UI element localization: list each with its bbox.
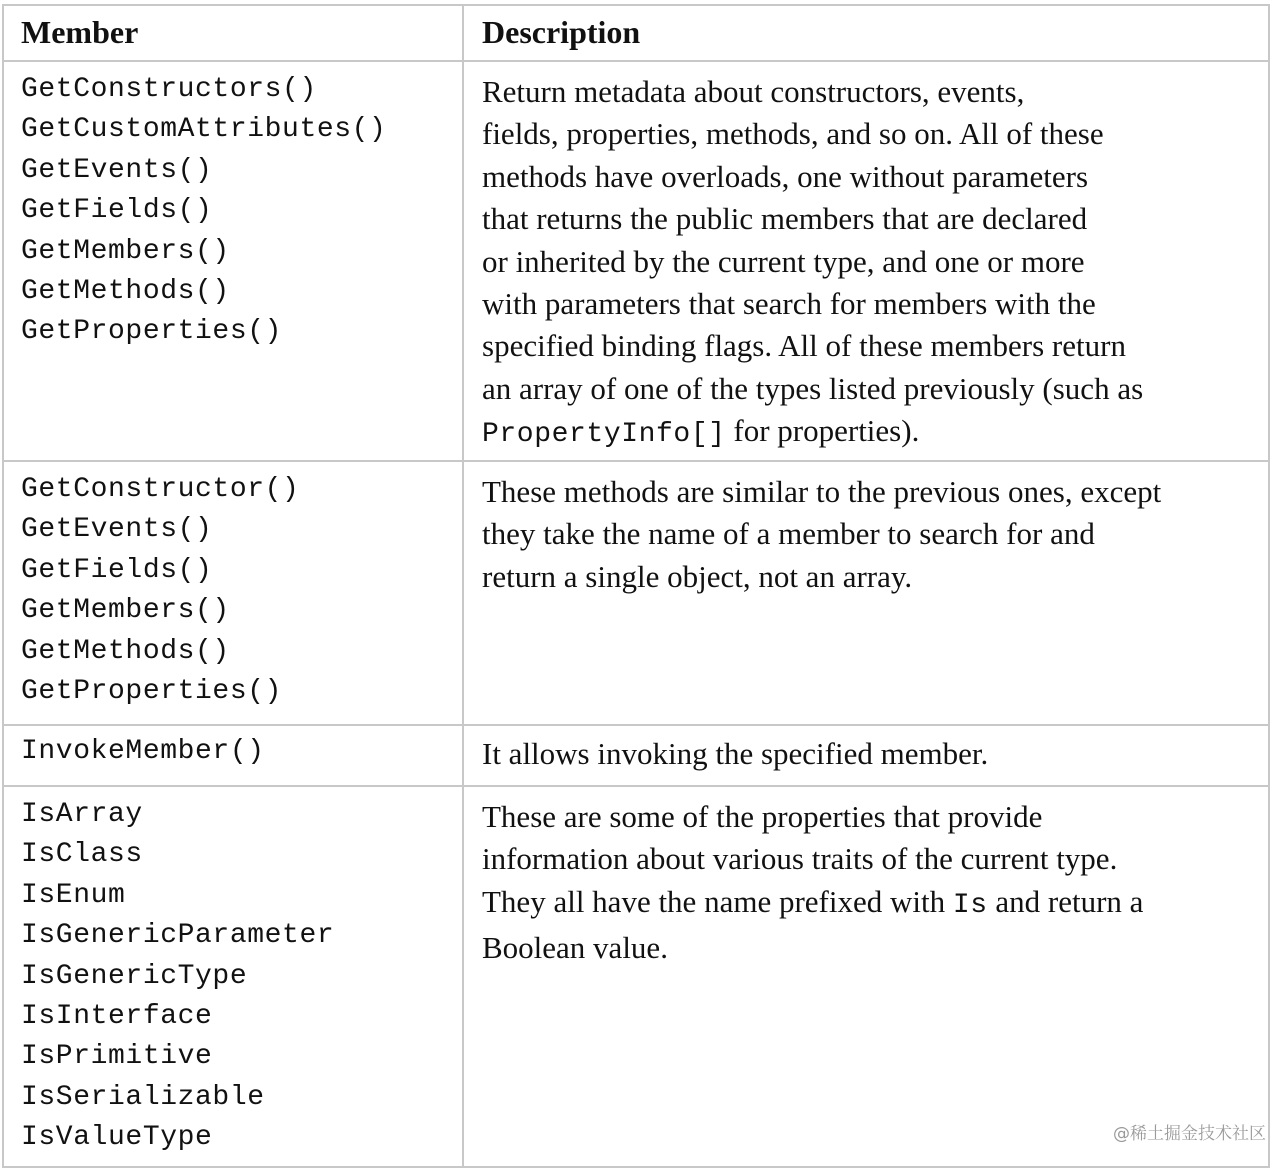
description-line bbox=[482, 241, 1268, 283]
inline-code: Is bbox=[952, 889, 988, 921]
table-row bbox=[3, 461, 1269, 725]
description-line bbox=[482, 927, 1268, 969]
description-line bbox=[482, 881, 1268, 927]
description-line bbox=[482, 113, 1268, 155]
member-name: IsClass bbox=[21, 839, 143, 871]
member-name: IsInterface bbox=[21, 1001, 213, 1033]
table-row bbox=[3, 61, 1269, 461]
member-name: IsPrimitive bbox=[21, 1041, 213, 1073]
description-cell bbox=[463, 725, 1269, 786]
description-line bbox=[482, 513, 1268, 555]
header-row bbox=[3, 5, 1269, 61]
member-name: GetConstructors() bbox=[21, 74, 317, 105]
member-cell bbox=[3, 61, 463, 461]
table-row bbox=[3, 725, 1269, 786]
member-name: IsGenericType bbox=[21, 960, 248, 992]
description-line bbox=[482, 198, 1268, 240]
description-line bbox=[482, 796, 1268, 838]
inline-code: PropertyInfo[] bbox=[482, 419, 726, 451]
watermark: @稀土掘金技术社区 bbox=[1113, 1124, 1266, 1144]
member-name: GetMembers() bbox=[21, 235, 230, 267]
member-header: Member bbox=[3, 5, 463, 61]
description-cell bbox=[463, 786, 1269, 1167]
description-line bbox=[482, 368, 1268, 410]
description-text: return a single object, not an array. bbox=[482, 558, 913, 594]
description-line bbox=[482, 156, 1268, 198]
member-name: GetEvents() bbox=[21, 514, 213, 546]
member-name: IsSerializable bbox=[21, 1081, 265, 1113]
reflection-members-table bbox=[2, 4, 1270, 1168]
member-cell bbox=[3, 725, 463, 786]
member-name: IsValueType bbox=[21, 1122, 213, 1154]
member-name: GetCustomAttributes() bbox=[21, 114, 387, 146]
description-text: information about various traits of the current type. bbox=[482, 841, 1118, 877]
member-cell bbox=[3, 461, 463, 725]
description-text: It allows invoking the specified member. bbox=[482, 736, 989, 771]
member-name: InvokeMember() bbox=[21, 736, 265, 767]
description-text: or inherited by the current type, and one or more bbox=[482, 243, 1085, 279]
description-text: These methods are similar to the previous ones, except bbox=[482, 474, 1162, 509]
member-name: GetEvents() bbox=[21, 154, 213, 186]
member-name: GetMethods() bbox=[21, 276, 230, 308]
description-text: methods have overloads, one without parameters bbox=[482, 158, 1089, 194]
description-header: Description bbox=[463, 5, 1269, 61]
member-name: GetFields() bbox=[21, 195, 213, 227]
description-line bbox=[482, 71, 1268, 113]
member-name: IsArray bbox=[21, 799, 143, 830]
description-text: Return metadata about constructors, events, bbox=[482, 74, 1025, 109]
member-name: GetProperties() bbox=[21, 676, 283, 708]
description-text: and return a bbox=[987, 883, 1144, 919]
description-text: Boolean value. bbox=[482, 930, 668, 966]
description-text: specified binding flags. All of these members return bbox=[482, 328, 1126, 364]
description-line bbox=[482, 471, 1268, 513]
description-text: fields, properties, methods, and so on. All of these bbox=[482, 116, 1104, 152]
description-line bbox=[482, 733, 1268, 775]
member-name: GetProperties() bbox=[21, 316, 283, 348]
description-text: an array of one of the types listed previously (such as bbox=[482, 370, 1144, 406]
description-cell bbox=[463, 461, 1269, 725]
member-name: IsGenericParameter bbox=[21, 920, 335, 952]
description-text: These are some of the properties that provide bbox=[482, 799, 1043, 834]
member-name: GetMethods() bbox=[21, 635, 230, 667]
member-name: GetFields() bbox=[21, 554, 213, 586]
description-line bbox=[482, 556, 1268, 598]
description-text: with parameters that search for members with the bbox=[482, 286, 1096, 322]
description-line bbox=[482, 325, 1268, 367]
description-line bbox=[482, 838, 1268, 880]
description-text: that returns the public members that are declared bbox=[482, 201, 1088, 237]
member-cell bbox=[3, 786, 463, 1167]
description-text: They all have the name prefixed with bbox=[482, 883, 953, 919]
table-row bbox=[3, 786, 1269, 1167]
member-name: IsEnum bbox=[21, 879, 126, 911]
member-name: GetConstructor() bbox=[21, 474, 300, 505]
description-line bbox=[482, 283, 1268, 325]
description-cell bbox=[463, 61, 1269, 461]
member-name: GetMembers() bbox=[21, 595, 230, 627]
description-text: for properties). bbox=[725, 413, 920, 449]
description-text: they take the name of a member to search for and bbox=[482, 516, 1095, 552]
description-line bbox=[482, 410, 1268, 456]
